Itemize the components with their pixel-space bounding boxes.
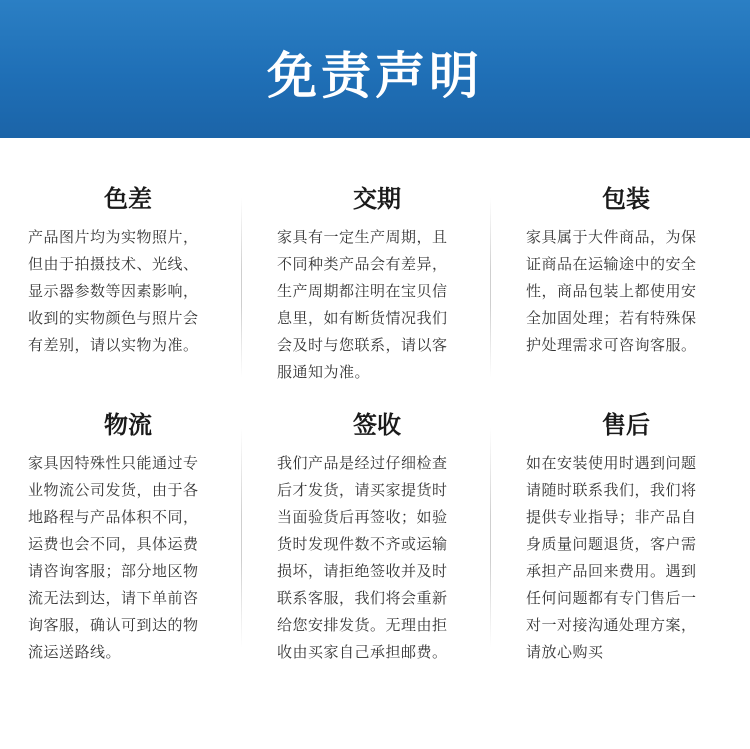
column-divider [490,198,491,378]
column-divider [241,428,242,648]
section-title: 色差 [104,185,152,213]
section-body: 家具有一定生产周期，且 不同种类产品会有差异， 生产周期都注明在宝贝信 息里，如有断货情况我们 会及时与您联系，请以客 服通知为准。 [277,228,448,381]
section-packaging [526,182,726,359]
section-body: 家具因特殊性只能通过专 业物流公司发货，由于各 地路程与产品体积不同， 运费也会不同，具体运费 请咨询客服；部分地区物 流无法到达，请下单前咨 询客服，确认可到达的物 流运送路线。 [28,454,199,661]
header-banner [0,0,750,138]
page-title: 免责声明 [267,47,483,105]
section-title: 售后 [602,411,650,439]
section-body: 我们产品是经过仔细检查 后才发货，请买家提货时 当面验货后再签收；如验 货时发现件数不齐或运输 损坏，请拒绝签收并及时 联系客服，我们将会重新 给您安排发货。无理由拒 收由买家自己承担邮费。 [277,454,448,661]
column-divider [490,428,491,648]
section-body: 产品图片均为实物照片， 但由于拍摄技术、光线、 显示器参数等因素影响， 收到的实物颜色与照片会 有差别，请以实物为准。 [28,228,199,354]
section-title: 包装 [602,185,650,213]
section-after-sales [526,408,726,666]
section-logistics [28,408,228,666]
section-delivery-time [277,182,477,386]
section-body: 如在安装使用时遇到问题 请随时联系我们，我们将 提供专业指导；非产品自 身质量问题退货，客户需 承担产品回来费用。遇到 任何问题都有专门售后一 对一对接沟通处理方案， 请放心购买 [526,454,697,661]
section-title: 物流 [104,411,152,439]
section-receipt [277,408,477,666]
section-title: 交期 [353,185,401,213]
section-body: 家具属于大件商品，为保 证商品在运输途中的安全 性，商品包装上都使用安 全加固处理；若有特殊保 护处理需求可咨询客服。 [526,228,697,354]
section-color-difference [28,182,228,359]
column-divider [241,198,242,378]
section-title: 签收 [353,411,401,439]
disclaimer-grid [0,138,750,749]
